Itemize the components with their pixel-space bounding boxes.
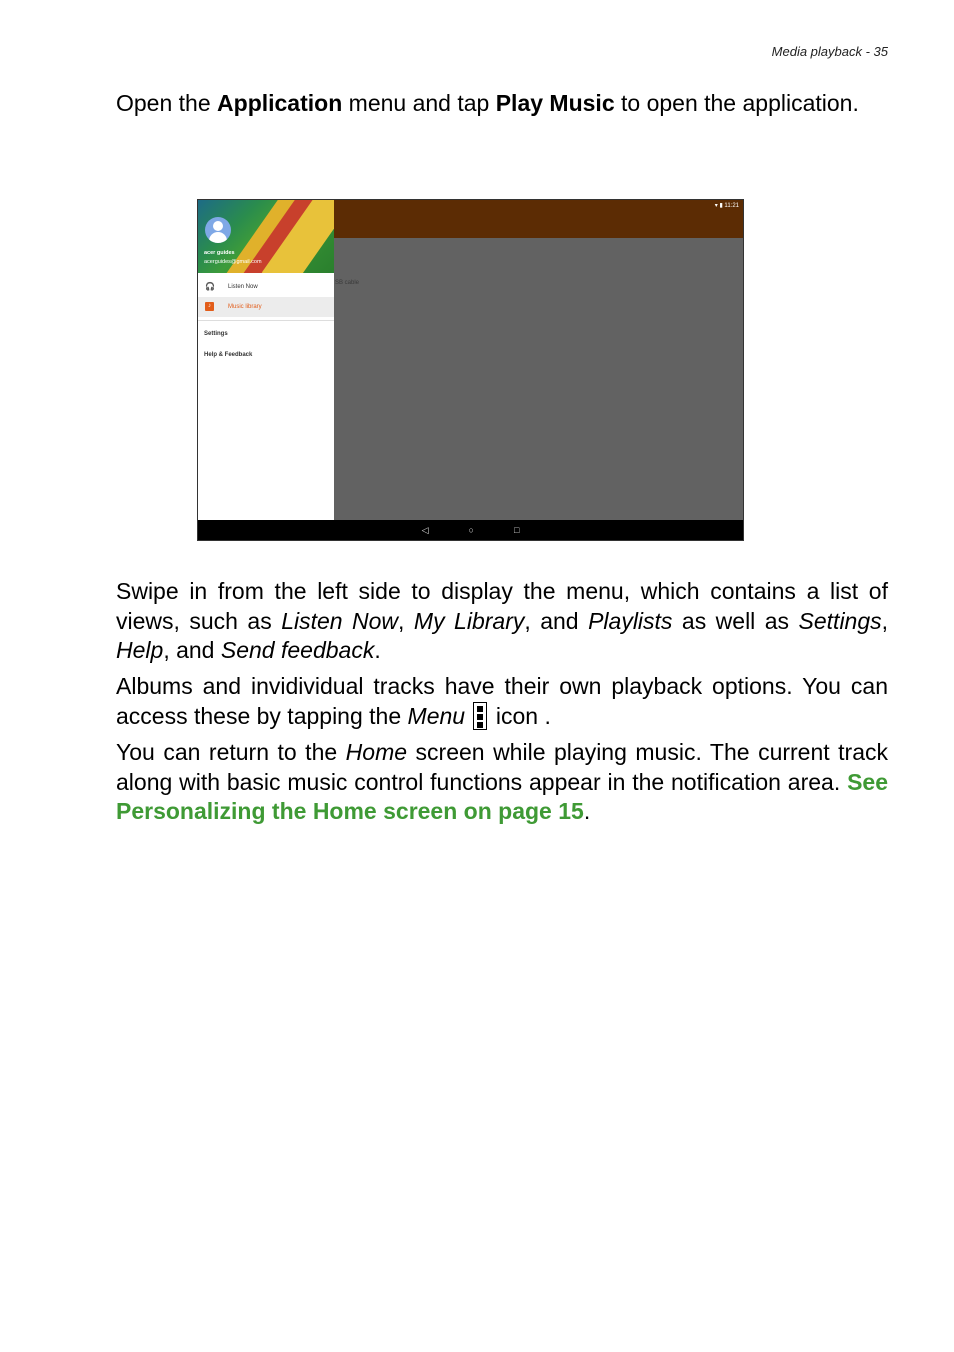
text-run: to open the application. — [614, 90, 859, 116]
system-nav-bar — [198, 520, 743, 540]
recent-apps-icon[interactable]: □ — [513, 525, 520, 535]
home-icon[interactable]: ○ — [468, 525, 474, 535]
play-music-screenshot — [197, 199, 744, 541]
text-run: Open the — [116, 90, 218, 116]
behind-content-text: SB cable — [335, 280, 360, 286]
music-note-icon: ♪ — [205, 302, 214, 311]
text-run: screen while playing music. The current track along with basic music control functions appear in the notification area. — [116, 739, 888, 795]
intro-paragraph — [116, 89, 888, 119]
drawer-paragraph — [116, 577, 888, 666]
wifi-icon: ▾ — [714, 203, 718, 209]
text-run: as well as — [672, 607, 799, 634]
avatar[interactable] — [205, 217, 231, 243]
menu-icon — [473, 702, 487, 730]
text-run: . — [374, 637, 381, 663]
status-icons — [715, 202, 739, 209]
playback-options-paragraph — [116, 672, 888, 731]
nav-item-label: Listen Now — [228, 284, 258, 290]
my-library-term: My Library — [413, 607, 525, 634]
account-name: acer guides — [204, 250, 235, 256]
menu-term: Menu — [407, 702, 466, 729]
personalizing-home-link[interactable]: See Personalizing the Home screen on page 15 — [116, 768, 888, 824]
help-term: Help — [116, 637, 164, 663]
text-run: , and — [524, 607, 589, 634]
headphones-icon: 🎧 — [205, 282, 215, 291]
application-term: Application — [217, 90, 343, 116]
home-screen-paragraph — [116, 738, 888, 827]
text-run: , — [881, 607, 889, 634]
play-music-term: Play Music — [495, 90, 615, 116]
text-run: , — [398, 607, 414, 634]
nav-item-listen-now[interactable] — [198, 277, 334, 297]
battery-icon: ▮ — [719, 203, 723, 209]
drawer-divider — [198, 320, 334, 321]
text-run: Albums and invidividual tracks have their own playback options. You can access these by tapping the — [116, 673, 888, 729]
text-run: You can return to the — [116, 739, 346, 765]
settings-term: Settings — [798, 607, 882, 634]
status-time: 11:21 — [724, 203, 739, 209]
navigation-drawer — [198, 200, 334, 521]
text-run: . — [583, 798, 591, 824]
page-header: Media playback - 35 — [771, 44, 888, 59]
text-run: icon . — [489, 702, 551, 729]
account-email: acerguides@gmail.com — [204, 259, 262, 265]
listen-now-term: Listen Now — [281, 607, 399, 634]
send-feedback-term: Send feedback — [220, 637, 375, 663]
home-term: Home — [345, 739, 408, 765]
text-run: Swipe in from the left side to display the menu, which contains a list of views, such as — [116, 578, 888, 634]
avatar-torso — [209, 232, 227, 243]
help-feedback-link[interactable]: Help & Feedback — [204, 352, 253, 358]
text-run: , and — [163, 637, 221, 663]
playlists-term: Playlists — [588, 607, 673, 634]
back-icon[interactable]: ◁ — [421, 524, 429, 535]
nav-item-label: Music library — [228, 304, 262, 310]
settings-link[interactable]: Settings — [204, 331, 228, 337]
avatar-head — [213, 221, 223, 231]
nav-item-music-library[interactable] — [198, 297, 334, 317]
drawer-header — [198, 200, 334, 273]
text-run: menu and tap — [342, 90, 496, 116]
